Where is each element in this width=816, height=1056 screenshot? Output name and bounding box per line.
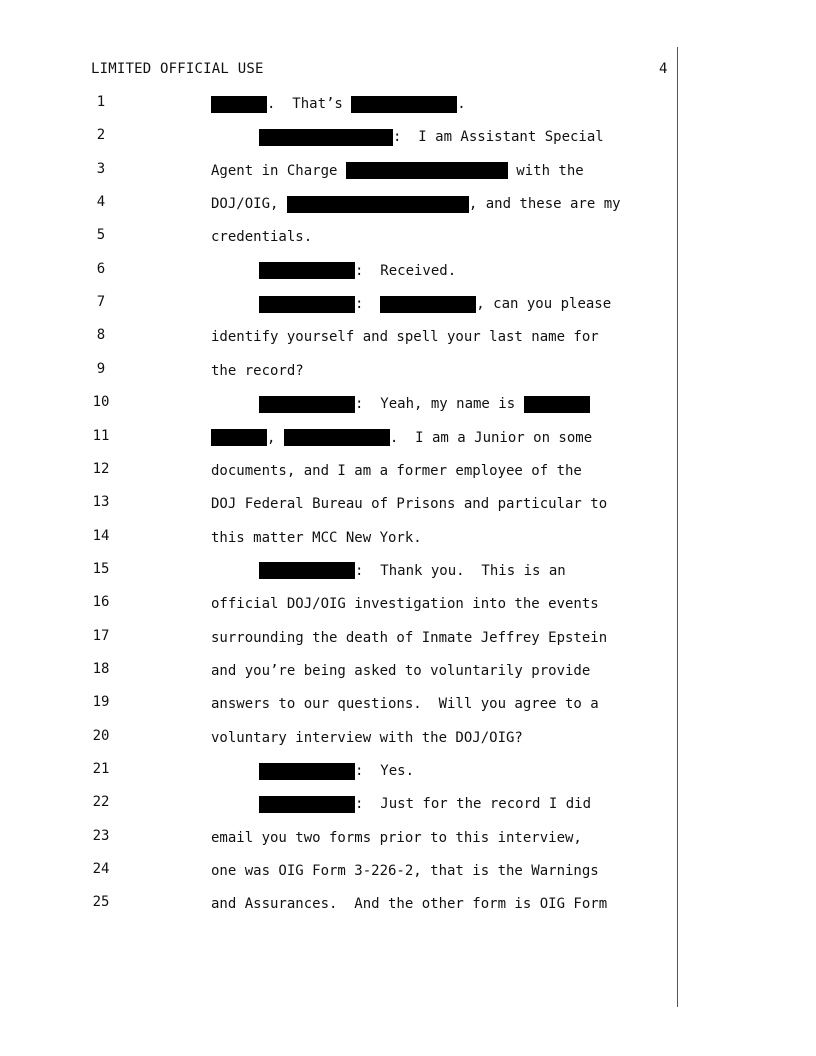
transcript-line [0,661,816,681]
transcript-line [0,561,816,581]
text-segment: email you two forms prior to this interview, [211,829,582,846]
transcript-line [0,594,816,614]
redaction-box [287,196,469,213]
line-number: 16 [92,594,110,611]
transcript-line [0,494,816,514]
line-number: 7 [96,294,106,311]
transcript-line [0,761,816,781]
text-segment: official DOJ/OIG investigation into the events [211,596,599,613]
line-number: 14 [92,527,110,544]
text-segment: DOJ/OIG, [211,196,287,213]
transcript-line [0,327,816,347]
transcript-line [0,294,816,314]
transcript-line [0,361,816,381]
classification-header: LIMITED OFFICIAL USE [91,61,264,77]
line-number: 4 [96,194,106,211]
line-number: 5 [96,227,106,244]
line-number: 20 [92,727,110,744]
line-text [259,127,604,147]
line-text [211,161,584,181]
redaction-box [284,429,390,446]
line-number: 18 [92,660,110,677]
text-segment: and you’re being asked to voluntarily provide [211,662,591,679]
redaction-box [259,763,355,780]
line-number: 17 [92,627,110,644]
line-text [211,594,599,614]
redaction-box [259,296,355,313]
transcript-line [0,894,816,914]
text-segment: . I am a Junior on some [389,429,593,446]
line-text [259,294,611,314]
redaction-box [524,396,590,413]
text-segment: Agent in Charge [211,162,346,179]
transcript-line [0,261,816,281]
text-segment: : Yes. [355,763,415,779]
line-number: 9 [96,360,106,377]
line-text [211,461,582,481]
transcript-line [0,728,816,748]
line-text [259,261,456,281]
transcript-line [0,828,816,848]
transcript-line [0,628,816,648]
transcript-line [0,227,816,247]
line-number: 21 [92,761,110,777]
line-text [211,828,582,848]
line-number: 1 [96,94,106,110]
line-text [211,861,599,881]
text-segment: answers to our questions. Will you agree to a [211,696,599,713]
text-segment: , [267,429,284,446]
line-text [211,728,523,748]
transcript-line [0,861,816,881]
text-segment: and Assurances. And the other form is OIG Form [211,896,608,913]
transcript-line [0,461,816,481]
line-number: 12 [92,460,110,477]
text-segment: surrounding the death of Inmate Jeffrey Epstein [211,629,608,646]
line-text [211,628,607,648]
line-text [259,394,590,414]
line-number: 22 [92,794,110,811]
line-number: 25 [92,894,110,911]
transcript-line [0,127,816,147]
text-segment: . [457,96,466,112]
text-segment: one was OIG Form 3-226-2, that is the Warnings [211,863,599,880]
text-segment: voluntary interview with the DOJ/OIG? [211,729,523,746]
text-segment: : Received. [355,262,457,279]
line-text [211,327,599,347]
text-segment: . That’s [267,96,352,112]
text-segment: credentials. [211,229,313,246]
text-segment: : Yeah, my name is [355,396,524,413]
line-number: 8 [96,327,106,344]
redaction-box [259,262,355,279]
transcript-line [0,394,816,414]
line-number: 10 [92,394,110,411]
line-text [211,361,304,381]
line-text [211,694,599,714]
redaction-box [211,429,267,446]
redaction-box [351,96,457,113]
line-number: 23 [92,827,110,844]
transcript-line [0,528,816,548]
text-segment: DOJ Federal Bureau of Prisons and particular to [211,496,608,513]
line-number: 15 [92,560,110,577]
text-segment: the record? [211,362,304,379]
line-number: 19 [92,694,110,711]
line-text [259,794,591,814]
line-text [259,561,566,581]
text-segment: identify yourself and spell your last name for [211,329,599,346]
line-number: 3 [96,160,106,177]
line-text [211,528,422,548]
line-number: 24 [92,861,110,878]
line-text [211,94,466,114]
redaction-box [211,96,267,113]
transcript-line [0,428,816,448]
line-text [211,428,592,448]
text-segment: documents, and I am a former employee of the [211,462,582,479]
transcript-line [0,94,816,114]
redaction-box [380,296,476,313]
transcript-line [0,794,816,814]
transcript-line [0,161,816,181]
transcript-line [0,194,816,214]
transcript-line [0,694,816,714]
line-text [211,494,607,514]
line-text [211,194,621,214]
line-text [211,894,607,914]
line-text [259,761,414,781]
redaction-box [259,562,355,579]
text-segment: this matter MCC New York. [211,529,422,546]
redaction-box [259,129,393,146]
redaction-box [259,396,355,413]
page-number: 4 [659,61,668,77]
line-number: 13 [92,494,110,511]
line-text [211,661,590,681]
line-text [211,227,312,247]
redaction-box [346,162,508,179]
text-segment: : I am Assistant Special [393,129,604,146]
text-segment: , can you please [476,296,612,313]
text-segment: , and these are my [468,196,621,213]
text-segment: : Thank you. This is an [355,562,566,579]
redaction-box [259,796,355,813]
line-number: 11 [92,427,110,444]
text-segment: : [355,296,381,313]
text-segment: : Just for the record I did [355,796,592,813]
line-number: 6 [96,260,106,277]
line-number: 2 [96,127,106,144]
text-segment: with the [507,162,584,179]
